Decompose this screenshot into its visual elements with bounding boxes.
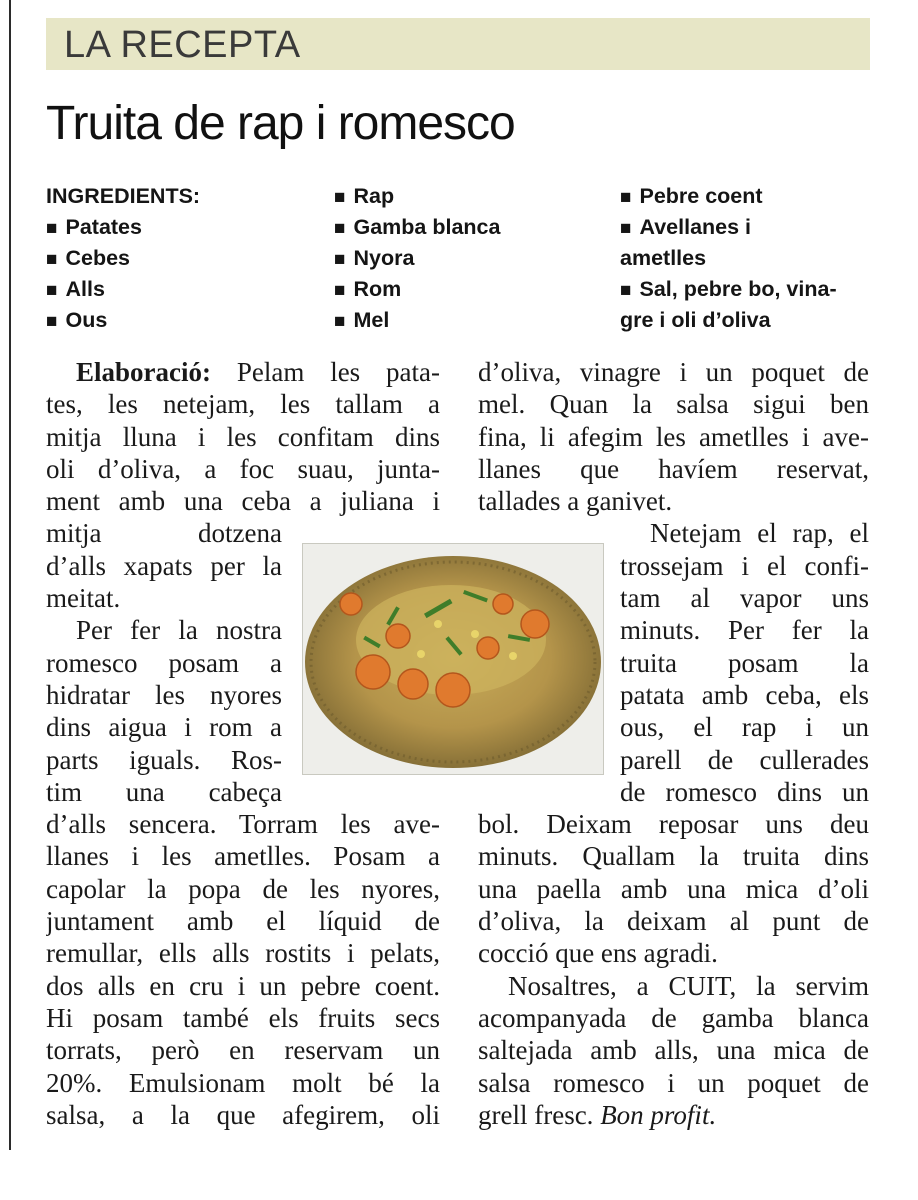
text-line: salsa romesco i un poquet de	[478, 1067, 869, 1098]
text-line: llanes que havíem reservat,	[478, 453, 869, 484]
recipe-title: Truita de rap i romesco	[46, 97, 515, 150]
text-line: remullar, ells alls rostits i pelats,	[46, 938, 440, 969]
ingredient-item: ■ Rap	[334, 181, 500, 212]
text-line: ous, el rap i un	[620, 712, 869, 743]
text-line: tam al vapor uns	[620, 583, 869, 614]
section-label: LA RECEPTA	[64, 24, 301, 66]
text-line: una paella amb una mica d’oli	[478, 873, 869, 904]
ingredient-item: ■ Pebre coent	[620, 181, 837, 212]
text-line: Netejam el rap, el	[650, 518, 869, 549]
ingredient-item: ■ Rom	[334, 274, 500, 305]
text-line: grell fresc. Bon profit.	[478, 1099, 717, 1130]
text-line: patata amb ceba, els	[620, 679, 869, 710]
ingredient-item: ■ Cebes	[46, 243, 200, 274]
ingredient-item: ■ Patates	[46, 212, 200, 243]
ingredients-heading: INGREDIENTS:	[46, 184, 201, 208]
ingredient-item: ■ Mel	[334, 305, 500, 336]
page-edge-rule	[9, 0, 11, 1150]
text-line: 20%. Emulsionam molt bé la	[46, 1067, 440, 1098]
text-line: mitja lluna i les confitam dins	[46, 421, 440, 452]
text-line: acompanyada de gamba blanca	[478, 1002, 869, 1033]
text-line: truita posam la	[620, 647, 869, 678]
text-line: tallades a ganivet.	[478, 486, 673, 517]
text-line: fina, li afegim les ametlles i ave-	[478, 421, 869, 452]
text-line: minuts. Quallam la truita dins	[478, 841, 869, 872]
text-line: dos alls en cru i un pebre coent.	[46, 970, 440, 1001]
text-line: romesco posam a	[46, 647, 282, 678]
text-line: minuts. Per fer la	[620, 615, 869, 646]
ingredients-column-1	[46, 181, 200, 336]
text-line: de romesco dins un	[620, 776, 869, 807]
text-line: tes, les netejam, les tallam a	[46, 389, 440, 420]
ingredient-item: ■ Avellanes i	[620, 212, 837, 243]
ingredient-item: ■ Ous	[46, 305, 200, 336]
text-line: parts iguals. Ros-	[46, 744, 282, 775]
text-line: mel. Quan la salsa sigui ben	[478, 389, 869, 420]
text-line: Nosaltres, a CUIT, la servim	[508, 970, 869, 1001]
ingredient-item: ■ Sal, pebre bo, vina-	[620, 274, 837, 305]
text-line: d’alls xapats per la	[46, 550, 282, 581]
text-line: capolar la popa de les nyores,	[46, 873, 440, 904]
text-line: bol. Deixam reposar uns deu	[478, 809, 869, 840]
text-line: dins aigua i rom a	[46, 712, 282, 743]
text-line: d’oliva, la deixam al punt de	[478, 906, 869, 937]
text-line: hidratar les nyores	[46, 679, 282, 710]
text-line: d’alls sencera. Torram les ave-	[46, 809, 440, 840]
text-line: llanes i les ametlles. Posam a	[46, 841, 440, 872]
text-line: parell de cullerades	[620, 744, 869, 775]
text-line: juntament amb el líquid de	[46, 906, 440, 937]
text-line: tim una cabeça	[46, 776, 282, 807]
ingredient-item: ■ Nyora	[334, 243, 500, 274]
text-line: torrats, però en reservam un	[46, 1035, 440, 1066]
text-line: saltejada amb alls, una mica de	[478, 1035, 869, 1066]
text-line: ment amb una ceba a juliana i	[46, 486, 440, 517]
closing-phrase: Bon profit.	[600, 1099, 717, 1130]
text-line: cocció que ens agradi.	[478, 938, 718, 969]
text-line: meitat.	[46, 583, 121, 614]
text-line: Per fer la nostra	[76, 615, 282, 646]
ingredient-item: ■ Gamba blanca	[334, 212, 500, 243]
ingredient-item-continued: ametlles	[620, 246, 707, 270]
method-lead-label: Elaboració:	[76, 357, 211, 387]
ingredients-column-3	[620, 181, 837, 336]
text-line: Elaboració: Pelam les pata-	[76, 357, 440, 387]
text-line: d’oliva, vinagre i un poquet de	[478, 357, 869, 387]
text-line: trossejam i el confi-	[620, 550, 869, 581]
ingredient-item-continued: gre i oli d’oliva	[620, 308, 771, 332]
text-line: mitja dotzena	[46, 518, 282, 549]
ingredient-item: ■ Alls	[46, 274, 200, 305]
ingredients-column-2	[334, 181, 500, 336]
method-column-right	[478, 356, 869, 1131]
text-line: salsa, a la que afegirem, oli	[46, 1099, 440, 1130]
text-line: Hi posam també els fruits secs	[46, 1002, 440, 1033]
text-line: oli d’oliva, a foc suau, junta-	[46, 453, 440, 484]
